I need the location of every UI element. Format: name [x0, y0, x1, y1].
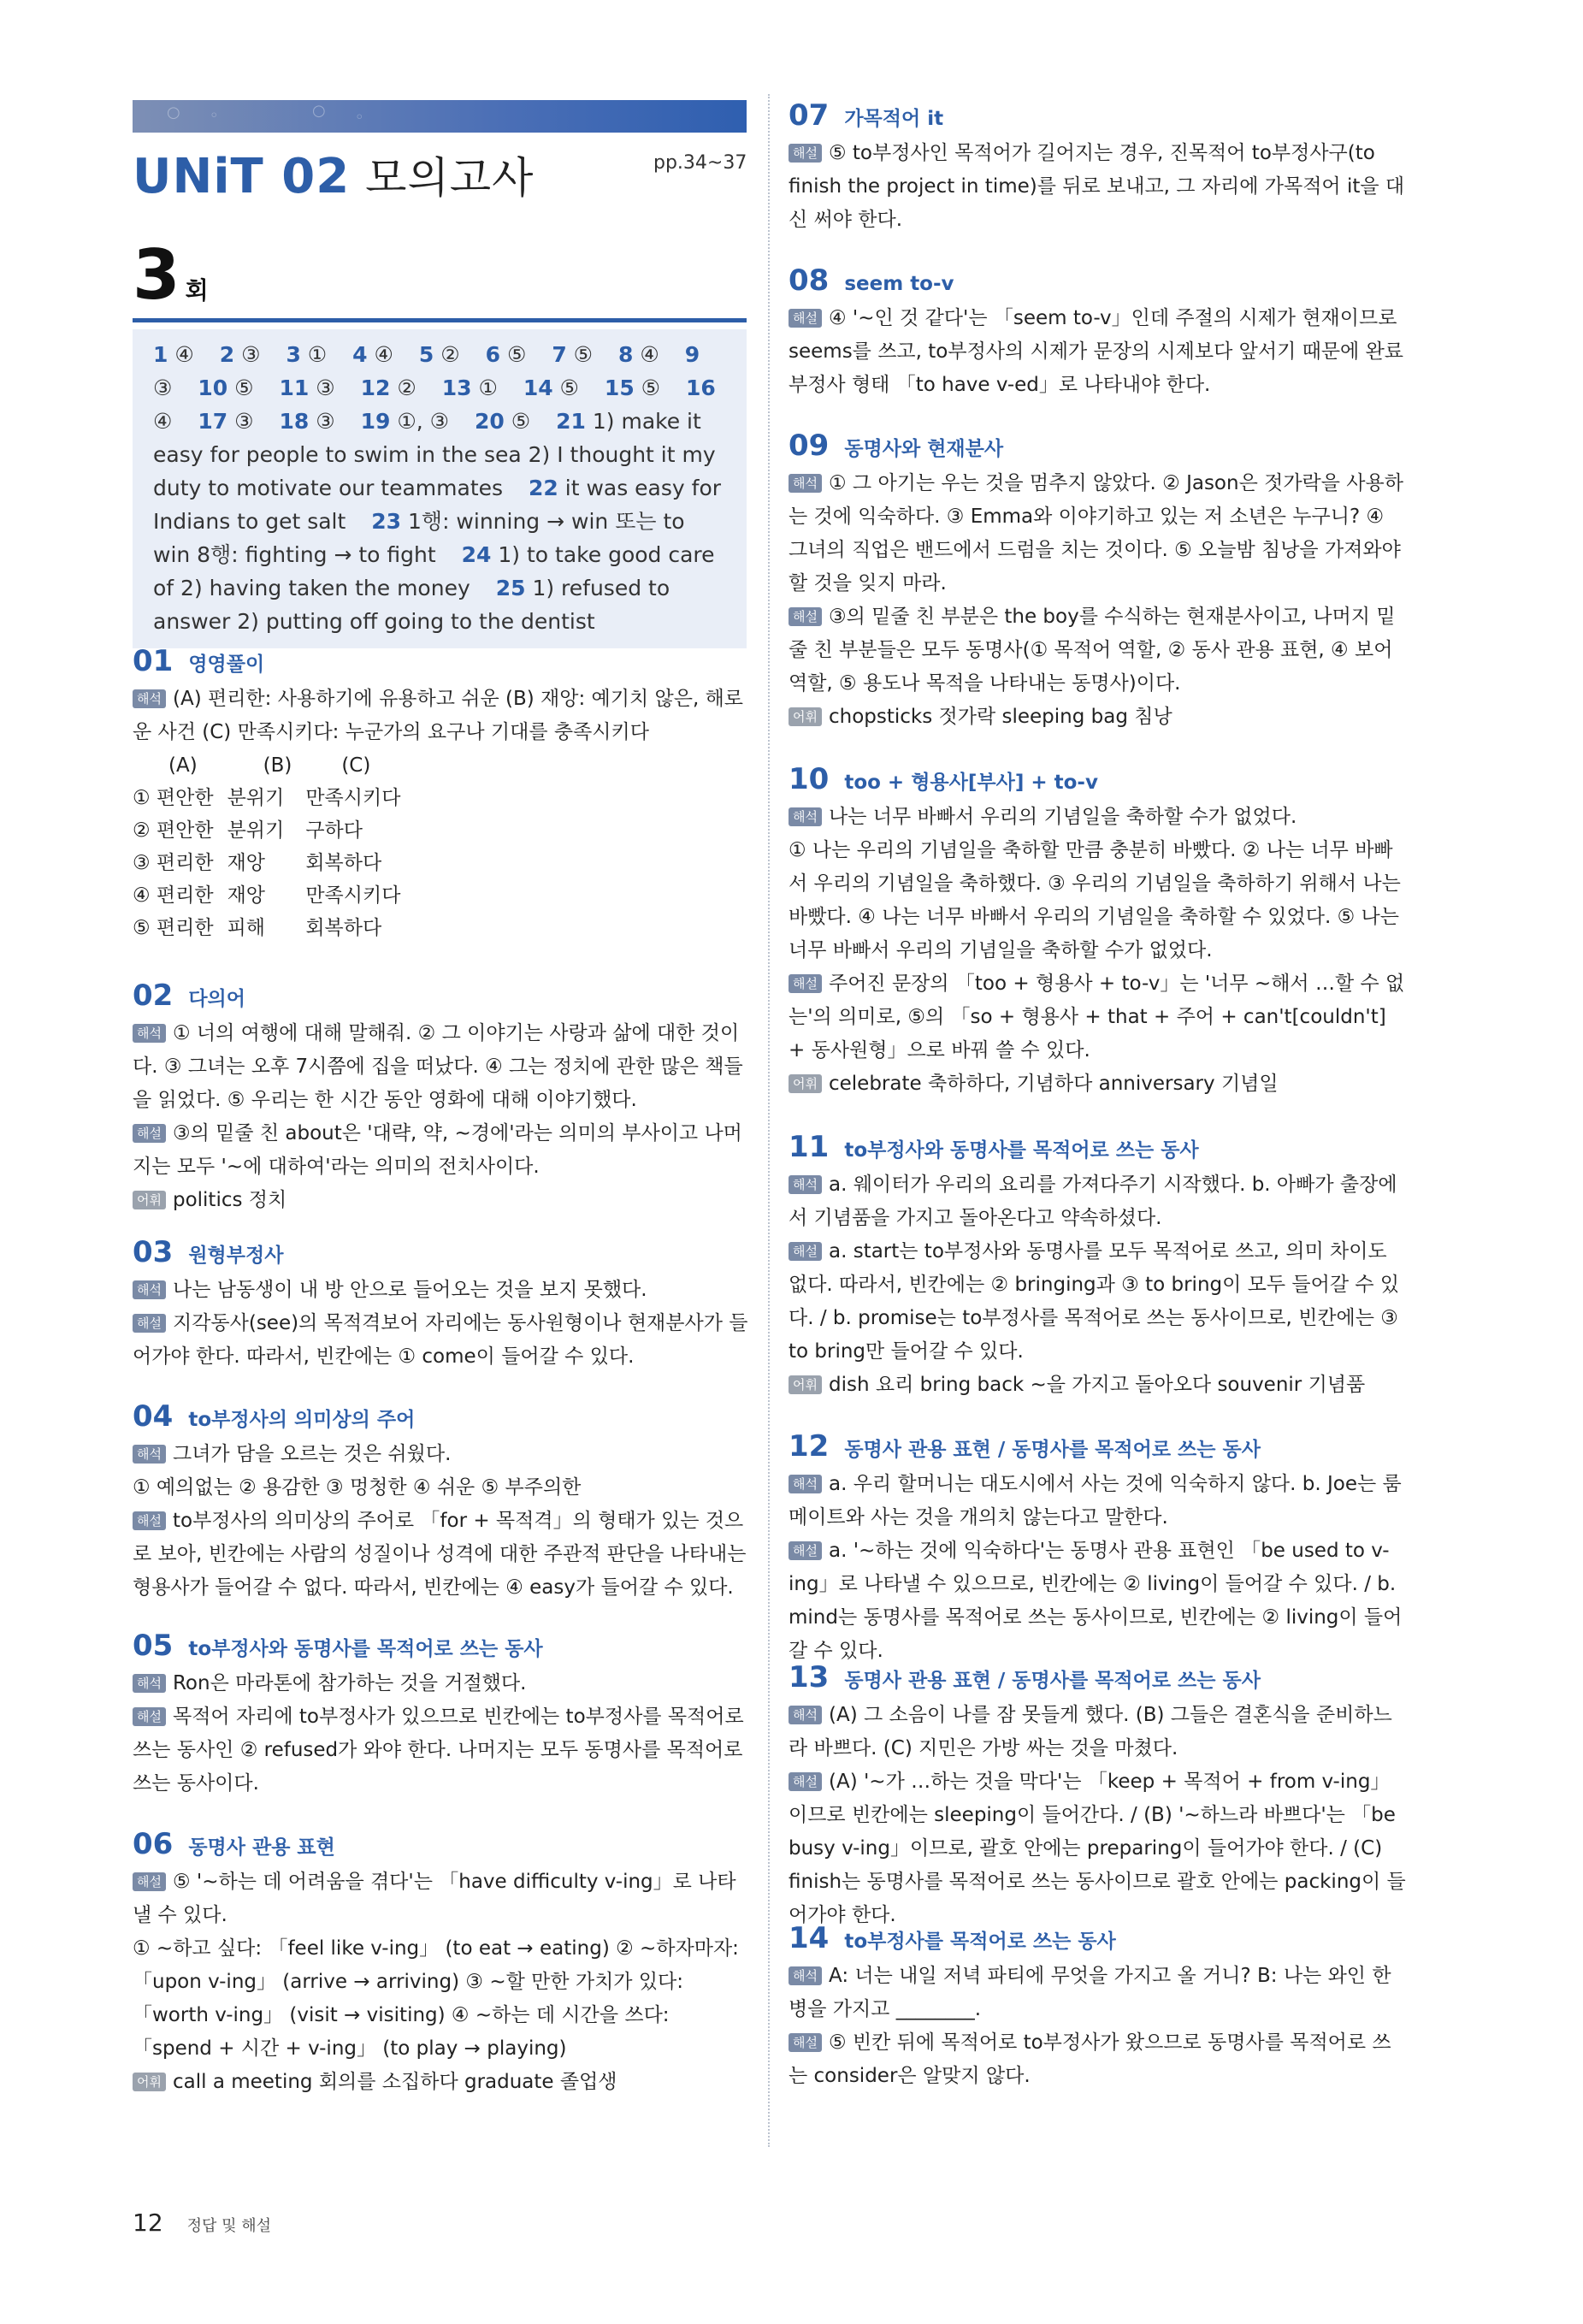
question-12 — [789, 1428, 1406, 1668]
commentary-text: ④ '~인 것 같다'는 「seem to-v」인데 주절의 시제가 현재이므로 seems를 쓰고, to부정사의 시제가 문장의 시제보다 앞서기 때문에 완료부정사 형태 「to have v-ed」로 나타내야 한다. — [789, 307, 1404, 396]
question-number: 02 — [133, 979, 174, 1013]
answer-item — [198, 376, 253, 400]
question-08 — [789, 263, 1406, 402]
question-topic: seem to-v — [844, 273, 954, 295]
question-number: 14 — [789, 1921, 830, 1955]
question-14 — [789, 1920, 1406, 2093]
answer-number: 1 — [153, 342, 168, 367]
question-11 — [789, 1129, 1406, 1402]
answer-value: 1) make it easy for people to swim in the sea 2) I thought it my duty to motivate our teammates — [153, 409, 716, 500]
choice-header: (B) — [263, 754, 292, 777]
answer-item — [352, 342, 393, 367]
answer-item — [442, 376, 498, 400]
answer-value: ① — [471, 376, 498, 400]
commentary-tag: 해설 — [133, 1314, 166, 1333]
column-divider — [768, 94, 770, 2147]
choice-header: (A) — [168, 754, 198, 777]
explain-tag: 해석 — [133, 1445, 166, 1464]
explain-tag: 해석 — [789, 1175, 822, 1194]
commentary-tag: 해설 — [789, 1772, 822, 1791]
vocab-tag: 어휘 — [133, 2073, 166, 2091]
answer-number: 13 — [441, 376, 472, 400]
header-bar: ○ ◦ ○ ◦ — [133, 100, 747, 133]
vocab-text: chopsticks 젓가락 sleeping bag 침낭 — [828, 706, 1172, 728]
commentary-text: 지각동사(see)의 목적격보어 자리에는 동사원형이나 현재분사가 들어가야 한다. 따라서, 빈칸에는 ① come이 들어갈 수 있다. — [133, 1312, 748, 1368]
answer-number: 23 — [371, 509, 402, 534]
explain-tag: 해석 — [789, 474, 822, 493]
answer-number: 22 — [529, 476, 558, 500]
answer-number: 2 — [219, 342, 235, 367]
commentary-tag: 해설 — [789, 607, 822, 626]
question-topic: 영영풀이 — [188, 653, 265, 676]
choice-cell: 회복하다 — [305, 852, 382, 874]
answer-value: ④ — [168, 342, 194, 367]
explain-text: A: 너는 내일 저녁 파티에 무엇을 가지고 올 거니? B: 나는 와인 한 병을 가지고 ________. — [789, 1965, 1391, 2020]
question-topic: 동명사와 현재분사 — [844, 438, 1004, 460]
answer-item — [220, 342, 261, 367]
question-topic: too + 형용사[부사] + to-v — [844, 772, 1098, 794]
answer-value: ④ — [153, 409, 173, 434]
question-01 — [133, 643, 748, 944]
choice-cell: 만족시키다 — [305, 884, 401, 907]
explain-text: Ron은 마라톤에 참가하는 것을 거절했다. — [172, 1672, 527, 1694]
question-topic: 동명사 관용 표현 / 동명사를 목적어로 쓰는 동사 — [844, 1439, 1261, 1461]
answer-value: ③ — [234, 342, 261, 367]
commentary-text: ⑤ 빈칸 뒤에 목적어로 to부정사가 왔으므로 동명사를 목적어로 쓰는 consider은 알맞지 않다. — [789, 2031, 1391, 2087]
explain-tag: 해석 — [133, 1280, 166, 1299]
answer-number: 21 — [556, 409, 586, 434]
question-number: 07 — [789, 98, 830, 133]
answer-item — [523, 376, 579, 400]
answer-value: ③ — [227, 409, 254, 434]
commentary-text: 주어진 문장의 「too + 형용사 + to-v」는 '너무 ~해서 …할 수 없는'의 의미로, ⑤의 「so + 형용사 + that + 주어 + can't[couldn't] + 동사원형」으로 바꿔 쓸 수 있다. — [789, 973, 1405, 1061]
round-label: 회 — [185, 276, 209, 305]
explain-tag: 해석 — [133, 689, 166, 708]
answer-number: 14 — [523, 376, 553, 400]
explain-tag: 해석 — [133, 1024, 166, 1043]
vocab-tag: 어휘 — [789, 1074, 822, 1093]
commentary-text: a. start는 to부정사와 동명사를 모두 목적어로 쓰고, 의미 차이도 없다. 따라서, 빈칸에는 ② bringing과 ③ to bring이 모두 들어갈 수 있다. / b. promise는 to부정사를 목적어로 쓰는 동사이므로, 빈칸에는 ③ to bring만 들어갈 수 있다. — [789, 1240, 1400, 1363]
page-number: 12 — [133, 2209, 163, 2237]
answer-number: 25 — [495, 576, 526, 600]
footer-text: 정답 및 해설 — [186, 2217, 272, 2235]
explain-text: (A) 그 소음이 나를 잠 못들게 했다. (B) 그들은 결혼식을 준비하느라 바쁘다. (C) 지민은 가방 싸는 것을 마쳤다. — [789, 1704, 1392, 1759]
answer-number: 19 — [360, 409, 391, 434]
question-topic: 가목적어 it — [844, 108, 944, 130]
question-number: 03 — [133, 1235, 174, 1269]
question-number: 12 — [789, 1429, 830, 1464]
question-number: 09 — [789, 429, 830, 463]
answer-item — [361, 409, 449, 434]
vocab-tag: 어휘 — [133, 1191, 166, 1209]
answer-value: 1) to take good care of 2) having taken the money — [153, 542, 715, 600]
answer-item — [618, 342, 659, 367]
choice-cell: ② 편안한 — [133, 819, 214, 842]
choice-cell: ③ 편리한 — [133, 852, 214, 874]
detail-text: ① 나는 우리의 기념일을 축하할 만큼 충분히 바빴다. ② 나는 너무 바빠서 우리의 기념일을 축하했다. ③ 우리의 기념일을 축하하기 위해서 나는 바빴다. ④ 나는 너무 바빠서 우리의 기념일을 축하할 수 있었다. ⑤ 나는 너무 바빠서 우리의 기념일을 축하할 수가 없었다. — [789, 839, 1401, 961]
question-number: 10 — [789, 762, 830, 796]
choice-row — [133, 879, 414, 912]
choice-row — [133, 814, 414, 847]
commentary-tag: 해설 — [789, 1242, 822, 1261]
round-number: 3 — [133, 235, 180, 315]
explain-tag: 해석 — [789, 1706, 822, 1724]
answer-value: 1행: winning → win 또는 to win 8행: fighting → to fight — [153, 509, 685, 567]
question-05 — [133, 1628, 748, 1801]
answer-item — [419, 342, 460, 367]
commentary-text: a. '~하는 것에 익숙하다'는 동명사 관용 표현인 「be used to v-ing」로 나타낼 수 있으므로, 빈칸에는 ② living이 들어갈 수 있다. / b. mind는 동명사를 목적어로 쓰는 동사이므로, 빈칸에는 ② living이 들어갈 수 있다. — [789, 1540, 1403, 1662]
commentary-tag: 해설 — [133, 1872, 166, 1891]
answer-number: 4 — [352, 342, 368, 367]
answer-value: ② — [390, 376, 416, 400]
answer-item — [475, 409, 530, 434]
question-topic: 원형부정사 — [188, 1245, 284, 1267]
question-number: 04 — [133, 1399, 174, 1434]
question-topic: 동명사 관용 표현 / 동명사를 목적어로 쓰는 동사 — [844, 1670, 1261, 1692]
question-number: 01 — [133, 644, 174, 678]
answer-value: ① — [300, 342, 328, 367]
vocab-text: call a meeting 회의를 소집하다 graduate 졸업생 — [172, 2071, 617, 2093]
answer-number: 16 — [686, 376, 716, 400]
choice-cell: 피해 — [227, 917, 266, 939]
answer-value: ⑤ — [227, 376, 254, 400]
explain-text: 나는 남동생이 내 방 안으로 들어오는 것을 보지 못했다. — [172, 1279, 647, 1301]
answer-value: 1) refused to answer 2) putting off going to the dentist — [153, 576, 670, 634]
answer-number: 3 — [286, 342, 301, 367]
answer-item — [153, 342, 194, 367]
question-number: 05 — [133, 1629, 174, 1663]
round-title — [133, 235, 209, 315]
answer-item — [552, 342, 593, 367]
commentary-text: ⑤ to부정사인 목적어가 길어지는 경우, 진목적어 to부정사구(to finish the project in time)를 뒤로 보내고, 그 자리에 가목적어 it을 대신 써야 한다. — [789, 142, 1405, 231]
commentary-tag: 해설 — [789, 974, 822, 993]
explain-tag: 해석 — [789, 1966, 822, 1985]
question-04 — [133, 1399, 748, 1605]
unit-subtitle: 모의고사 — [365, 153, 535, 203]
answer-value: it was easy for Indians to get salt — [153, 476, 722, 534]
options-text: ① 예의없는 ② 용감한 ③ 멍청한 ④ 쉬운 ⑤ 부주의한 — [133, 1476, 582, 1499]
choice-row — [133, 847, 414, 879]
answer-item — [486, 342, 527, 367]
question-10 — [789, 761, 1406, 1101]
commentary-text: (A) '~가 …하는 것을 막다'는 「keep + 목적어 + from v-ing」이므로 빈칸에는 sleeping이 들어간다. / (B) '~하느라 바쁘다'는 「be busy v-ing」이므로, 괄호 안에는 preparing이 들어가야 한다. / (C) finish는 동명사를 목적어로 쓰는 동사이므로 괄호 안에는 packing이 들어가야 한다. — [789, 1771, 1406, 1926]
choice-cell: ① 편안한 — [133, 787, 214, 809]
commentary-text: to부정사의 의미상의 주어로 「for + 목적격」의 형태가 있는 것으로 보아, 빈칸에는 사람의 성질이나 성격에 대한 주관적 판단을 나타내는 형용사가 들어갈 수 없다. 따라서, 빈칸에는 ④ easy가 들어갈 수 있다. — [133, 1510, 747, 1599]
answer-item — [279, 409, 334, 434]
choice-cell: 만족시키다 — [305, 787, 401, 809]
answer-value: ④ — [367, 342, 393, 367]
commentary-text: 목적어 자리에 to부정사가 있으므로 빈칸에는 to부정사를 목적어로 쓰는 동사인 ② refused가 와야 한다. 나머지는 모두 동명사를 목적어로 쓰는 동사이다. — [133, 1706, 744, 1795]
answer-value: ③ — [153, 376, 173, 400]
page-range: pp.34~37 — [653, 152, 747, 174]
answer-number: 18 — [279, 409, 310, 434]
question-number: 06 — [133, 1827, 174, 1861]
unit-label: UNiT 02 — [133, 149, 351, 204]
answer-value: ⑤ — [504, 409, 531, 434]
answer-number: 20 — [475, 409, 505, 434]
answer-number: 6 — [485, 342, 500, 367]
choice-cell: ⑤ 편리한 — [133, 917, 214, 939]
commentary-text: ③의 밑줄 친 부분은 the boy를 수식하는 현재분사이고, 나머지 밑줄 친 부분들은 모두 동명사(① 목적어 역할, ② 동사 관용 표현, ④ 보어 역할, ⑤ 용도나 목적을 나타내는 동명사)이다. — [789, 606, 1396, 695]
question-number: 11 — [789, 1130, 830, 1164]
answer-item — [361, 376, 416, 400]
answer-number: 7 — [552, 342, 567, 367]
page-footer — [133, 2209, 271, 2237]
detail-text: ① ~하고 싶다: 「feel like v-ing」 (to eat → eating) ② ~하자마자: 「upon v-ing」 (arrive → arriving) ③ ~할 만한 가치가 있다: 「worth v-ing」 (visit → visiting) ④ ~하는 데 시간을 쓰다: 「spend + 시간 + v-ing」 (to play → playing) — [133, 1937, 739, 2060]
answer-item — [286, 342, 327, 367]
answer-number: 15 — [604, 376, 635, 400]
answer-number: 5 — [418, 342, 434, 367]
choice-cell: ④ 편리한 — [133, 884, 214, 907]
commentary-text: ⑤ '~하는 데 어려움을 겪다'는 「have difficulty v-ing」로 나타낼 수 있다. — [133, 1871, 736, 1926]
commentary-tag: 해설 — [789, 2033, 822, 2052]
explain-tag: 해석 — [133, 1674, 166, 1693]
answer-value: ③ — [309, 376, 335, 400]
choice-cell: 분위기 — [227, 819, 285, 842]
unit-title — [133, 144, 534, 205]
vocab-tag: 어휘 — [789, 707, 822, 726]
explain-text: a. 웨이터가 우리의 요리를 가져다주기 시작했다. b. 아빠가 출장에서 기념품을 가지고 돌아온다고 약속하셨다. — [789, 1174, 1397, 1229]
commentary-tag: 해설 — [133, 1707, 166, 1726]
choice-row — [133, 782, 414, 814]
answer-number: 24 — [461, 542, 492, 567]
answer-number: 8 — [618, 342, 634, 367]
question-topic: to부정사의 의미상의 주어 — [188, 1409, 416, 1431]
answer-item — [279, 376, 334, 400]
answer-item — [605, 376, 660, 400]
explain-text: 그녀가 담을 오르는 것은 쉬웠다. — [172, 1443, 452, 1465]
explain-text: a. 우리 할머니는 대도시에서 사는 것에 익숙하지 않다. b. Joe는 룸메이트와 사는 것을 개의치 않는다고 말한다. — [789, 1473, 1402, 1529]
choice-cell: 구하다 — [305, 819, 363, 842]
answer-value: ⑤ — [500, 342, 527, 367]
answer-value: ③ — [309, 409, 335, 434]
answer-value: ①, ③ — [390, 409, 450, 434]
question-topic: 다의어 — [188, 988, 245, 1010]
round-rule — [133, 318, 747, 322]
choice-table — [133, 749, 414, 944]
answer-item — [198, 409, 253, 434]
choice-cell: 재앙 — [227, 884, 266, 907]
answer-number: 17 — [198, 409, 228, 434]
question-topic: to부정사를 목적어로 쓰는 동사 — [844, 1931, 1116, 1953]
vocab-text: politics 정치 — [172, 1189, 287, 1211]
explain-tag: 해석 — [789, 1475, 822, 1493]
answer-value: ⑤ — [634, 376, 661, 400]
vocab-text: celebrate 축하하다, 기념하다 anniversary 기념일 — [828, 1073, 1279, 1095]
explain-text: 나는 너무 바빠서 우리의 기념일을 축하할 수가 없었다. — [828, 806, 1297, 828]
question-number: 08 — [789, 263, 830, 298]
choice-cell: 재앙 — [227, 852, 266, 874]
answer-number: 11 — [279, 376, 310, 400]
question-06 — [133, 1826, 748, 2099]
commentary-tag: 해설 — [133, 1124, 166, 1143]
choice-cell: 분위기 — [227, 787, 285, 809]
choice-cell: 회복하다 — [305, 917, 382, 939]
answer-value: ② — [434, 342, 460, 367]
answer-number: 10 — [198, 376, 228, 400]
question-number: 13 — [789, 1660, 830, 1694]
question-topic: to부정사와 동명사를 목적어로 쓰는 동사 — [188, 1638, 543, 1660]
question-topic: to부정사와 동명사를 목적어로 쓰는 동사 — [844, 1139, 1199, 1162]
answer-number: 12 — [360, 376, 391, 400]
vocab-tag: 어휘 — [789, 1375, 822, 1394]
answer-value: ⑤ — [552, 376, 579, 400]
answer-value: ④ — [633, 342, 659, 367]
question-07 — [789, 98, 1406, 237]
commentary-text: ③의 밑줄 친 about은 '대략, 약, ~경에'라는 의미의 부사이고 나머지는 모두 '~에 대하여'라는 의미의 전치사이다. — [133, 1122, 742, 1178]
question-03 — [133, 1234, 748, 1374]
choice-row — [133, 912, 414, 944]
answer-number: 9 — [684, 342, 700, 367]
commentary-tag: 해설 — [133, 1511, 166, 1530]
explain-tag: 해석 — [789, 807, 822, 826]
explain-text: (A) 편리한: 사용하기에 유용하고 쉬운 (B) 재앙: 예기치 않은, 해로운 사건 (C) 만족시키다: 누군가의 요구나 기대를 충족시키다 — [133, 688, 744, 743]
choice-header: (C) — [341, 754, 371, 777]
commentary-tag: 해설 — [789, 1541, 822, 1560]
commentary-tag: 해설 — [789, 309, 822, 328]
answer-value: ⑤ — [566, 342, 594, 367]
explain-text: ① 그 아기는 우는 것을 멈추지 않았다. ② Jason은 젓가락을 사용하는 것에 익숙하다. ③ Emma와 이야기하고 있는 저 소년은 누구니? ④ 그녀의 직업은 밴드에서 드럼을 치는 것이다. ⑤ 오늘밤 침낭을 가져와야 할 것을 잊지 마라. — [789, 472, 1403, 594]
question-topic: 동명사 관용 표현 — [188, 1836, 335, 1859]
question-02 — [133, 978, 748, 1217]
question-09 — [789, 428, 1406, 734]
commentary-tag: 해설 — [789, 144, 822, 163]
vocab-text: dish 요리 bring back ~을 가지고 돌아오다 souvenir 기념품 — [828, 1374, 1366, 1396]
question-13 — [789, 1659, 1406, 1932]
answer-key — [133, 329, 747, 648]
explain-text: ① 너의 여행에 대해 말해줘. ② 그 이야기는 사랑과 삶에 대한 것이다. ③ 그녀는 오후 7시쯤에 집을 떠났다. ④ 그는 정치에 관한 많은 책들을 읽었다. ⑤ 우리는 한 시간 동안 영화에 대해 이야기했다. — [133, 1022, 743, 1111]
